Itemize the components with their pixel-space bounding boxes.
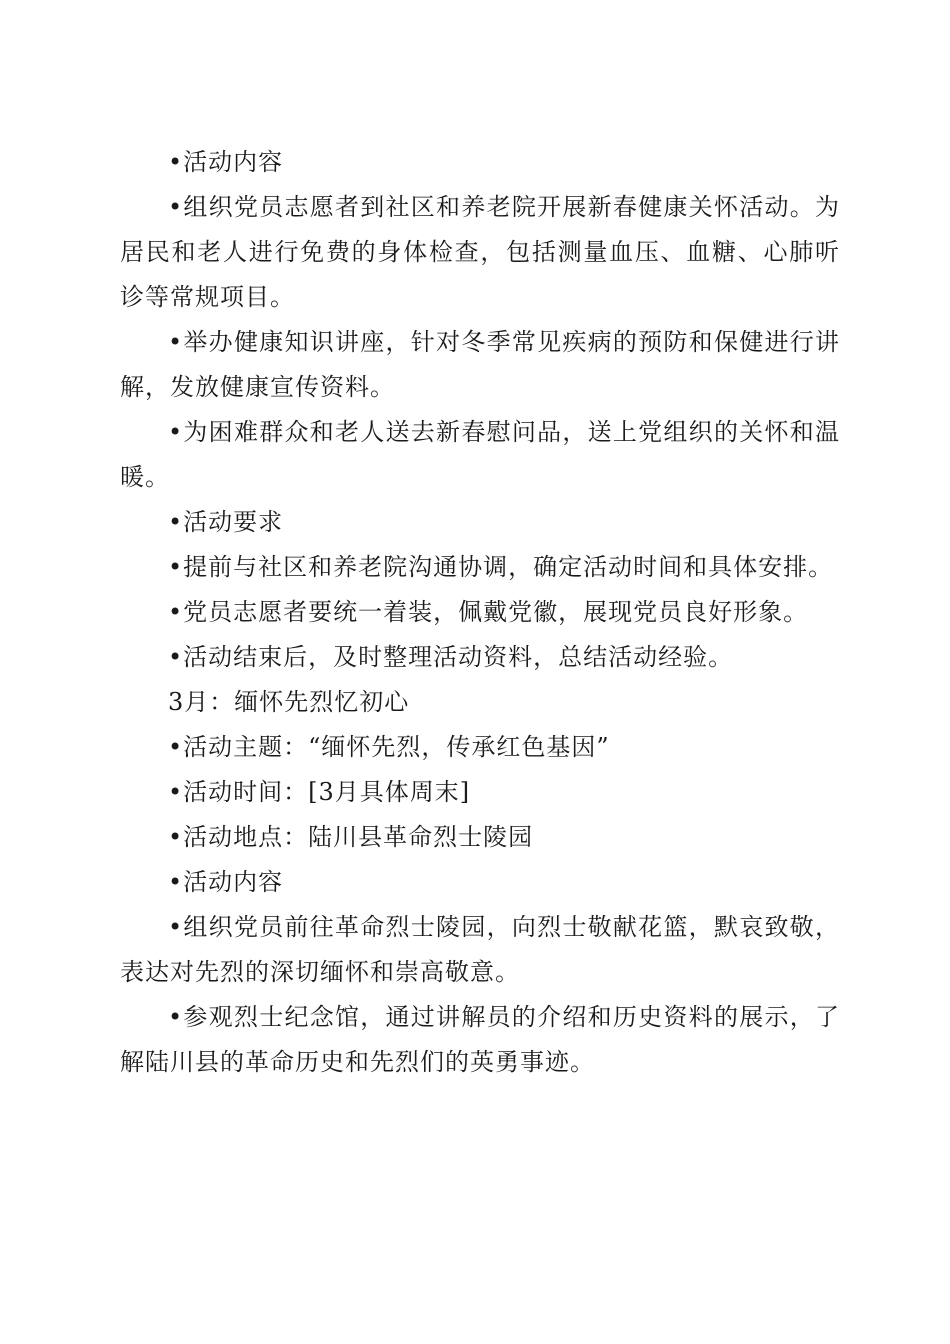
bullet-activity-location: •活动地点：陆川县革命烈士陵园 (168, 823, 534, 851)
document-body (120, 140, 840, 1085)
bullet-activity-time: •活动时间：[3月具体周末] (168, 778, 471, 806)
bullet-health-checkup: •组织党员志愿者到社区和养老院开展新春健康关怀活动。为居民和老人进行免费的身体检查，包括测量血压、血糖、心肺听诊等常规项目。 (120, 193, 840, 311)
bullet-activity-content-heading: •活动内容 (168, 148, 284, 176)
section-heading-march: 3月：缅怀先烈忆初心 (168, 688, 410, 716)
bullet-cemetery-tribute: •组织党员前往革命烈士陵园，向烈士敬献花篮，默哀致敬，表达对先烈的深切缅怀和崇高敬意。 (120, 913, 840, 986)
bullet-condolence-gifts: •为困难群众和老人送去新春慰问品，送上党组织的关怀和温暖。 (120, 418, 840, 491)
bullet-activity-theme: •活动主题：“缅怀先烈，传承红色基因” (168, 733, 610, 761)
bullet-advance-coordination: •提前与社区和养老院沟通协调，确定活动时间和具体安排。 (168, 553, 834, 581)
bullet-post-activity-summary: •活动结束后，及时整理活动资料，总结活动经验。 (168, 643, 734, 671)
bullet-memorial-visit: •参观烈士纪念馆，通过讲解员的介绍和历史资料的展示，了解陆川县的革命历史和先烈们的英勇事迹。 (120, 1003, 840, 1076)
bullet-health-lecture: •举办健康知识讲座，针对冬季常见疾病的预防和保健进行讲解，发放健康宣传资料。 (120, 328, 840, 401)
bullet-activity-requirements-heading: •活动要求 (168, 508, 284, 536)
bullet-uniform-attire: •党员志愿者要统一着装，佩戴党徽，展现党员良好形象。 (168, 598, 809, 626)
bullet-activity-content-heading-2: •活动内容 (168, 868, 284, 896)
